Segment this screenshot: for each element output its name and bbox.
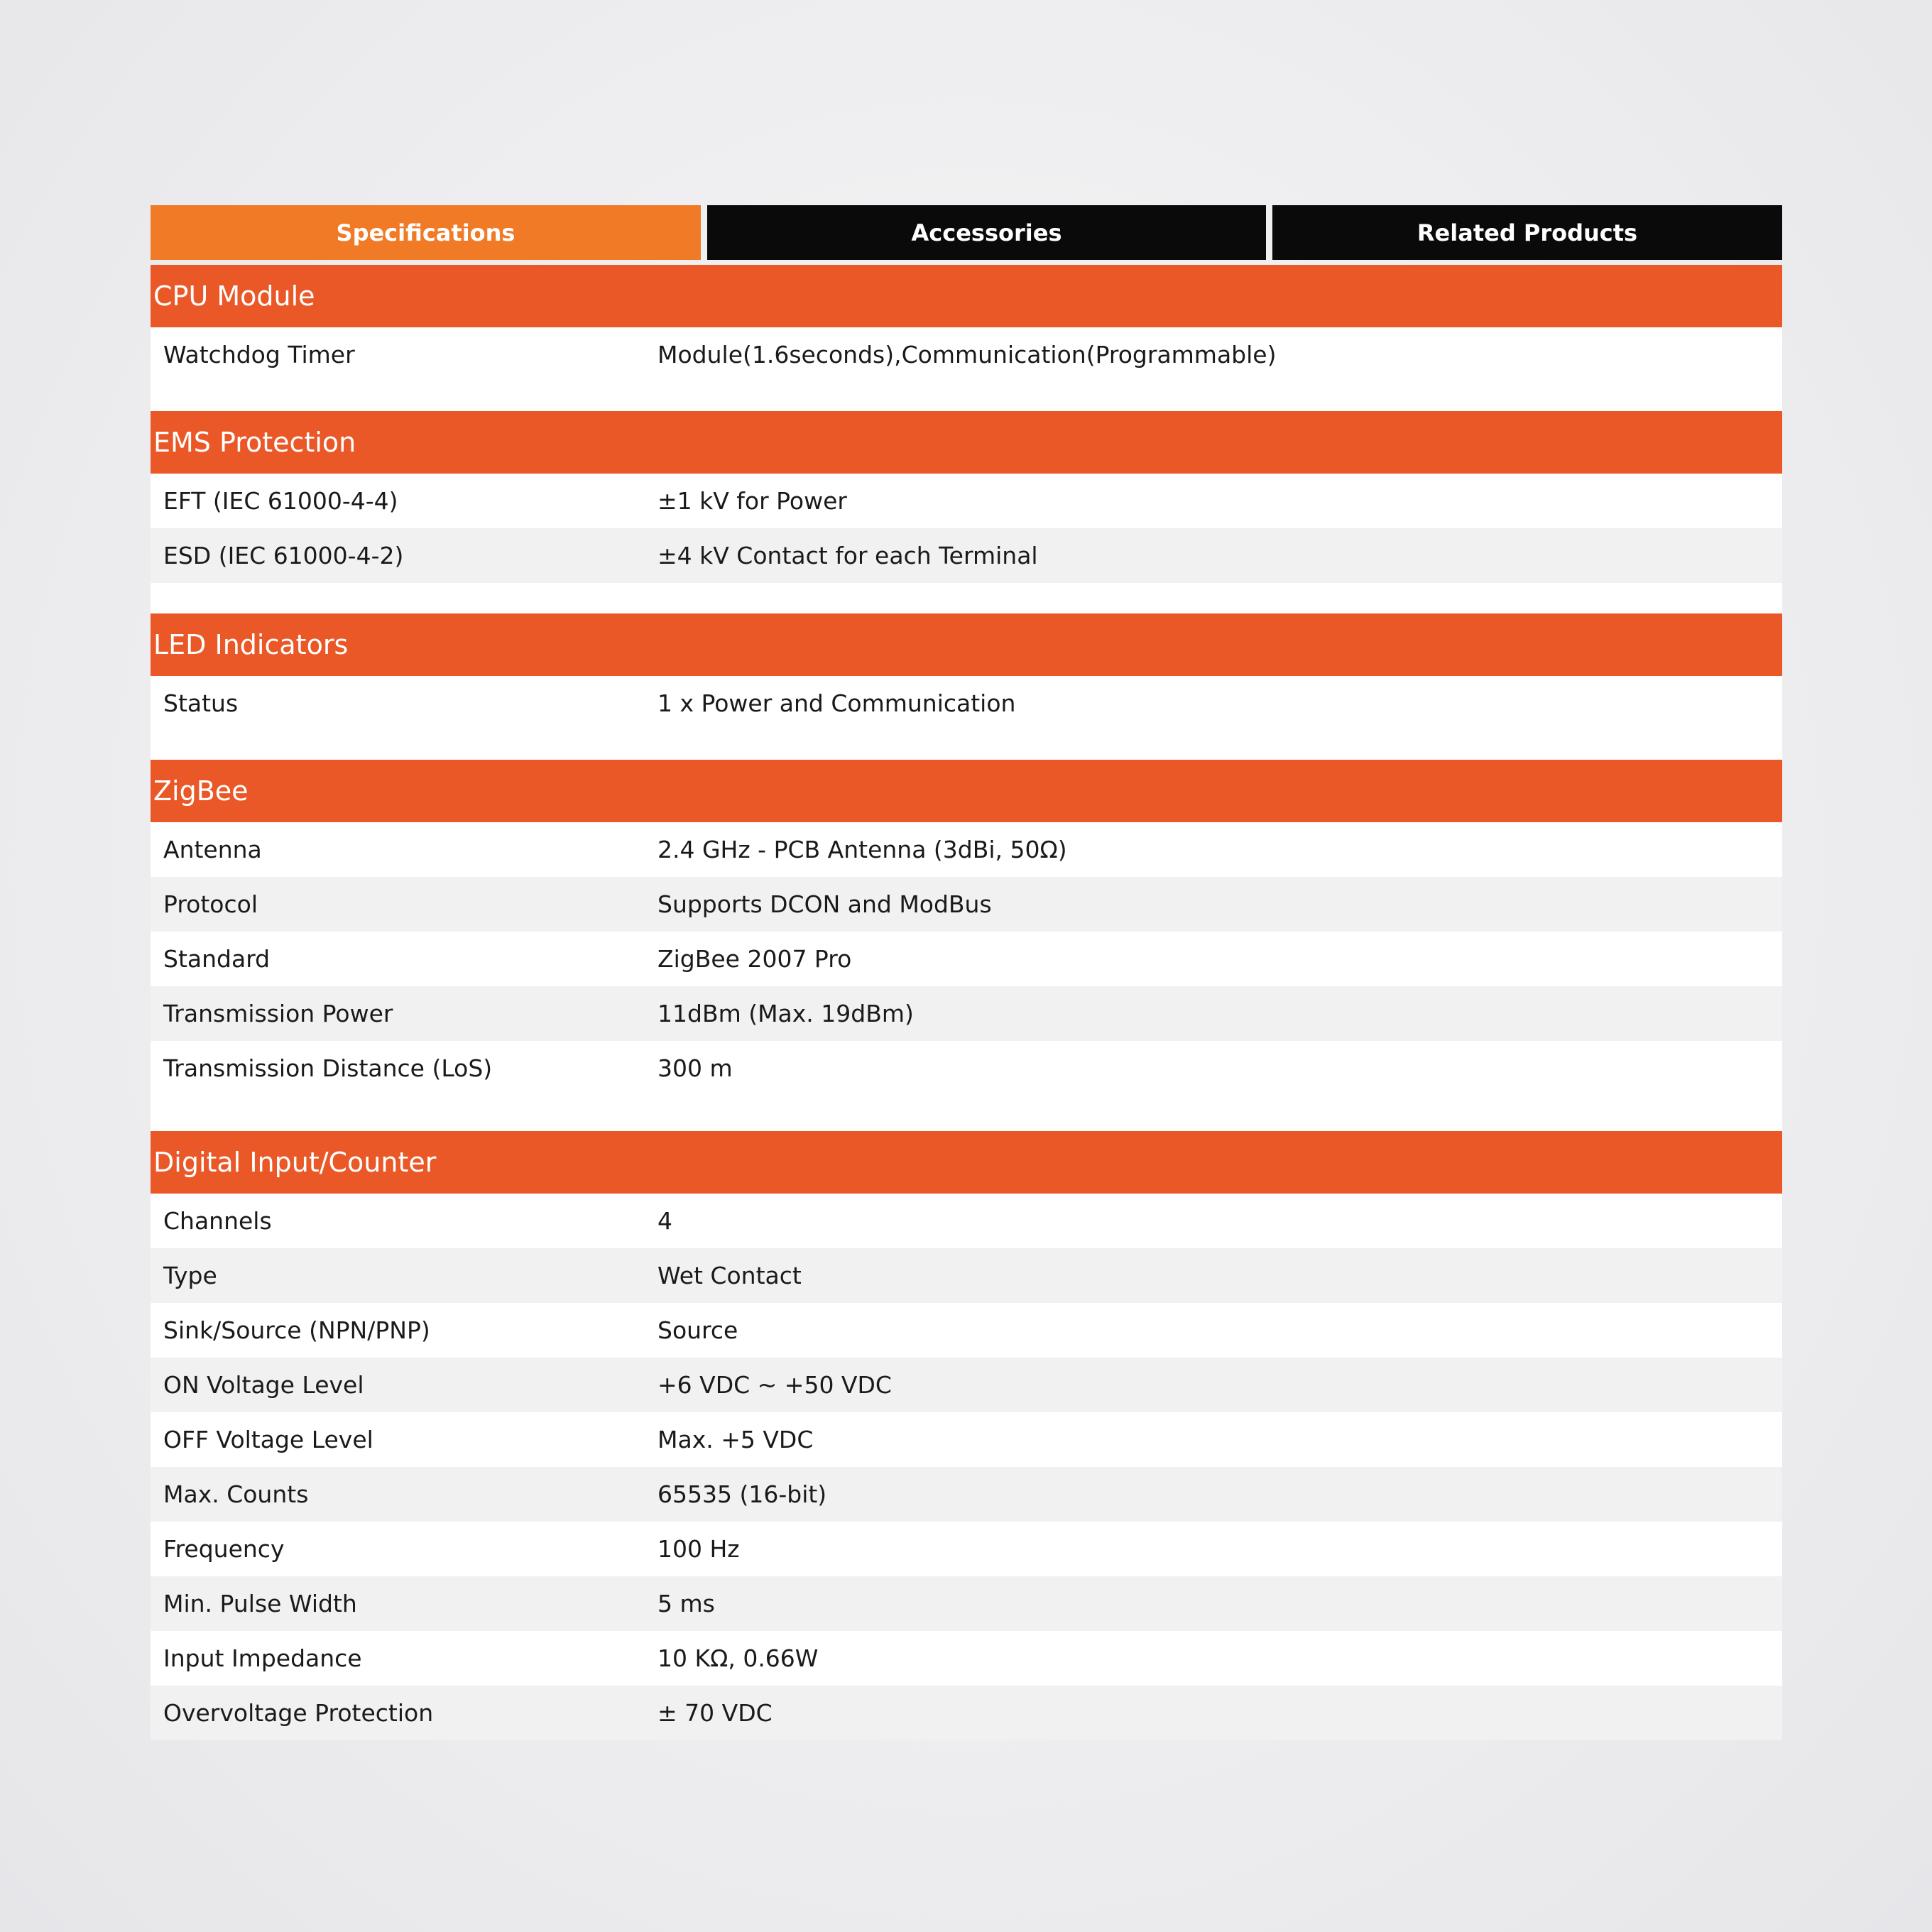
section-title: EMS Protection (151, 411, 1782, 474)
table-row (151, 1631, 1782, 1686)
spec-value: Source (657, 1316, 738, 1344)
spec-label: Sink/Source (NPN/PNP) (163, 1316, 430, 1344)
spec-value: 300 m (657, 1054, 733, 1082)
spec-value: Wet Contact (657, 1262, 802, 1289)
spec-label: Antenna (163, 836, 262, 863)
table-row (151, 1467, 1782, 1522)
table-row (151, 1194, 1782, 1248)
table-row (151, 528, 1782, 583)
spec-label: EFT (IEC 61000-4-4) (163, 487, 398, 515)
spec-value: 11dBm (Max. 19dBm) (657, 1000, 914, 1027)
table-row (151, 1686, 1782, 1740)
spec-value: +6 VDC ~ +50 VDC (657, 1371, 892, 1399)
tab-related-products[interactable]: Related Products (1272, 205, 1782, 260)
tab-accessories[interactable]: Accessories (707, 205, 1266, 260)
spec-value: ±4 kV Contact for each Terminal (657, 542, 1038, 569)
spec-value: Module(1.6seconds),Communication(Programmable) (657, 341, 1277, 369)
spec-value: Supports DCON and ModBus (657, 890, 992, 918)
section-title: LED Indicators (151, 613, 1782, 676)
section-title: Digital Input/Counter (151, 1131, 1782, 1194)
tab-specifications[interactable]: Specifications (151, 205, 701, 260)
table-row (151, 1412, 1782, 1467)
spec-label: ESD (IEC 61000-4-2) (163, 542, 404, 569)
section-spacer (151, 583, 1782, 613)
spec-label: Frequency (163, 1535, 285, 1563)
section-zigbee (151, 760, 1782, 1131)
spec-value: 100 Hz (657, 1535, 740, 1563)
spec-value: 2.4 GHz - PCB Antenna (3dBi, 50Ω) (657, 836, 1067, 863)
table-row (151, 1576, 1782, 1631)
table-row (151, 1248, 1782, 1303)
spec-label: Overvoltage Protection (163, 1699, 434, 1727)
section-cpu-module (151, 265, 1782, 411)
spec-label: Watchdog Timer (163, 341, 355, 369)
spec-label: Channels (163, 1207, 272, 1235)
table-row (151, 822, 1782, 877)
spec-label: Min. Pulse Width (163, 1590, 357, 1617)
spec-value: 1 x Power and Communication (657, 689, 1016, 717)
table-row (151, 1303, 1782, 1358)
table-row (151, 474, 1782, 528)
spec-sheet (151, 205, 1782, 1740)
section-led-indicators (151, 613, 1782, 760)
spec-value: 4 (657, 1207, 672, 1235)
spec-label: Protocol (163, 890, 258, 918)
spec-value: ±1 kV for Power (657, 487, 847, 515)
spec-label: Transmission Power (163, 1000, 393, 1027)
tab-bar (151, 205, 1782, 260)
table-row (151, 986, 1782, 1041)
table-row (151, 327, 1782, 382)
spec-value: ± 70 VDC (657, 1699, 773, 1727)
section-spacer (151, 382, 1782, 411)
section-digital-input-counter (151, 1131, 1782, 1740)
section-ems-protection (151, 411, 1782, 613)
section-spacer (151, 731, 1782, 760)
spec-label: Max. Counts (163, 1480, 309, 1508)
spec-label: Input Impedance (163, 1644, 362, 1672)
spec-label: Standard (163, 945, 271, 973)
table-row (151, 877, 1782, 932)
spec-label: Type (163, 1262, 217, 1289)
section-title: ZigBee (151, 760, 1782, 822)
table-row (151, 1041, 1782, 1096)
section-title: CPU Module (151, 265, 1782, 327)
spec-value: 65535 (16-bit) (657, 1480, 827, 1508)
spec-label: Status (163, 689, 239, 717)
spec-value: ZigBee 2007 Pro (657, 945, 852, 973)
spec-value: 10 KΩ, 0.66W (657, 1644, 819, 1672)
spec-value: 5 ms (657, 1590, 715, 1617)
spec-label: ON Voltage Level (163, 1371, 364, 1399)
table-row (151, 1522, 1782, 1576)
spec-label: OFF Voltage Level (163, 1426, 373, 1453)
spec-label: Transmission Distance (LoS) (163, 1054, 493, 1082)
table-row (151, 676, 1782, 731)
section-spacer (151, 1096, 1782, 1131)
table-row (151, 1358, 1782, 1412)
table-row (151, 932, 1782, 986)
spec-value: Max. +5 VDC (657, 1426, 814, 1453)
